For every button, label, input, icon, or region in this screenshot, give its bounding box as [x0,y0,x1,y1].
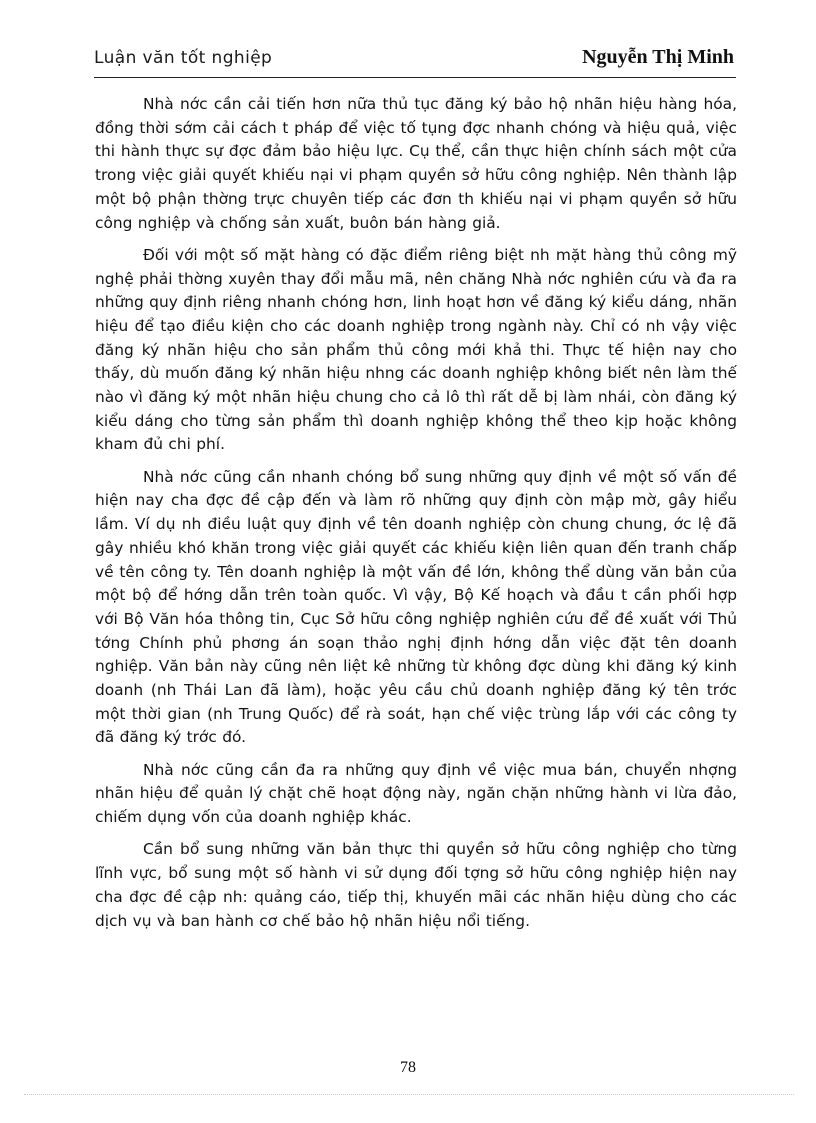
header-thesis-label: Luận văn tốt nghiệp [94,48,273,68]
page-header [94,46,734,76]
paragraph-5: Cần bổ sung những văn bản thực thi quyền sở hữu công nghiệp cho từng lĩnh vực, bổ sung một số hành vi sử dụng đối tợng sở hữu công nghiệp hiện nay cha đợc đề cập nh: quảng cáo, tiếp thị, khuyến mãi các nhãn hiệu dùng cho các dịch vụ và ban hành cơ chế bảo hộ nhãn hiệu nổi tiếng. [95,840,737,930]
header-author-name: Nguyễn Thị Minh [582,46,734,68]
paragraph-2: Đối với một số mặt hàng có đặc điểm riêng biệt nh mặt hàng thủ công mỹ nghệ phải thờng xuyên thay đổi mẫu mã, nên chăng Nhà nớc nghiên cứu và đa ra những quy định riêng nhanh chóng hơn, linh hoạt hơn về đăng ký kiểu dáng, nhãn hiệu để tạo điều kiện cho các doanh nghiệp trong ngành này. Chỉ có nh vậy việc đăng ký nhãn hiệu cho sản phẩm thủ công mới khả thi. Thực tế hiện nay cho thấy, dù muốn đăng ký nhãn hiệu nhng các doanh nghiệp không biết nên làm thế nào vì đăng ký một nhãn hiệu chung cho cả lô thì rất dễ bị làm nhái, còn đăng ký kiểu dáng cho từng sản phẩm thì doanh nghiệp không thể theo kịp hoặc không kham đủ chi phí. [95,245,737,454]
page-number: 78 [400,1059,416,1076]
paragraph-1: Nhà nớc cần cải tiến hơn nữa thủ tục đăng ký bảo hộ nhãn hiệu hàng hóa, đồng thời sớm cải cách t pháp để việc tố tụng đợc nhanh chóng và hiệu quả, việc thi hành thực sự đợc đảm bảo hiệu lực. Cụ thể, cần thực hiện chính sách một cửa trong việc giải quyết khiếu nại vi phạm quyền sở hữu công nghiệp. Nên thành lập một bộ phận thờng trực chuyên tiếp các đơn th khiếu nại vi phạm quyền sở hữu công nghiệp và chống sản xuất, buôn bán hàng giả. [95,95,737,232]
page-bottom-border [24,1094,794,1095]
body-text [95,93,737,942]
header-divider [94,77,736,78]
paragraph-4: Nhà nớc cũng cần đa ra những quy định về việc mua bán, chuyển nhợng nhãn hiệu để quản lý chặt chẽ hoạt động này, ngăn chặn những hành vi lừa đảo, chiếm dụng vốn của doanh nghiệp khác. [95,760,737,827]
paragraph-3: Nhà nớc cũng cần nhanh chóng bổ sung những quy định về một số vấn đề hiện nay cha đợc đề cập đến và làm rõ những quy định còn mập mờ, gây hiểu lầm. Ví dụ nh điều luật quy định về tên doanh nghiệp còn chung chung, ớc lệ đã gây nhiều khó khăn trong việc giải quyết các khiếu kiện liên quan đến tranh chấp về tên công ty. Tên doanh nghiệp là một vấn đề lớn, không thể dùng văn bản của một bộ để hớng dẫn trên toàn quốc. Vì vậy, Bộ Kế hoạch và đầu t cần phối hợp với Bộ Văn hóa thông tin, Cục Sở hữu công nghiệp nghiên cứu để đề xuất với Thủ tớng Chính phủ phơng án soạn thảo nghị định hớng dẫn việc đặt tên doanh nghiệp. Văn bản này cũng nên liệt kê những từ không đợc dùng khi đăng ký kinh doanh (nh Thái Lan đã làm), hoặc yêu cầu chủ doanh nghiệp đăng ký tên trớc một thời gian (nh Trung Quốc) để rà soát, hạn chế việc trùng lắp với các công ty đã đăng ký trớc đó. [95,467,737,747]
